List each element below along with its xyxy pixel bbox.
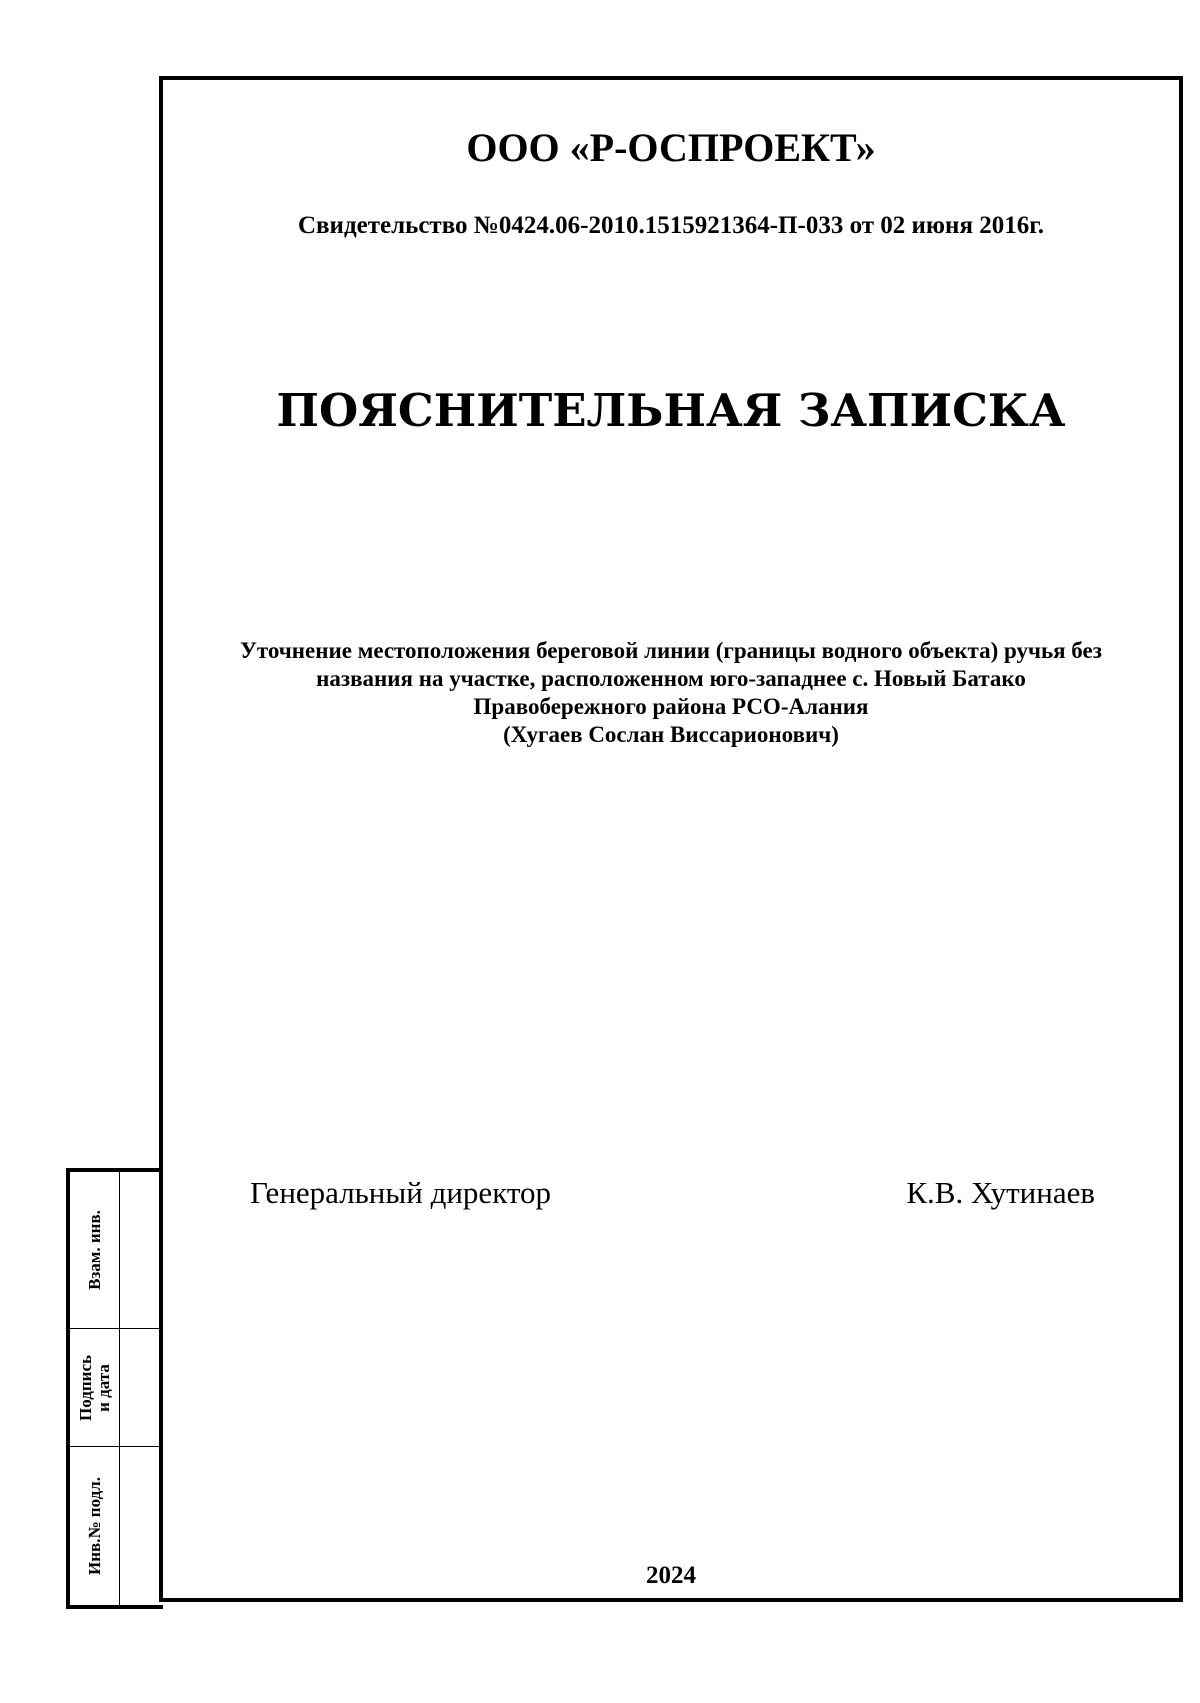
page-frame — [159, 76, 1183, 1602]
side-cell-original-inv — [70, 1447, 119, 1605]
project-description — [159, 637, 1183, 749]
side-cell-label: Инв.№ подл. — [84, 1477, 104, 1575]
side-cell-replacement-inv — [70, 1172, 119, 1328]
certificate-line: Свидетельство №0424.06-2010.1515921364-П-033 от 02 июня 2016г. — [298, 212, 1044, 239]
side-cell-label — [77, 1355, 113, 1421]
project-description-line: названия на участке, расположенном юго-западнее с. Новый Батако — [316, 666, 1026, 691]
signatory-name: К.В. Хутинаев — [906, 1175, 1095, 1210]
company-name: ООО «Р-ОСПРОЕКТ» — [466, 125, 876, 170]
project-description-line: Уточнение местоположения береговой линии (границы водного объекта) ручья без — [240, 638, 1102, 663]
project-description-line: Правобережного района РСО-Алания — [473, 694, 869, 719]
signatory-position: Генеральный директор — [250, 1175, 551, 1210]
side-cell-label-line: и дата — [93, 1363, 113, 1412]
side-cell-label: Взам. инв. — [84, 1210, 104, 1290]
side-stamp-table — [66, 1168, 163, 1609]
document-year: 2024 — [646, 1562, 696, 1589]
side-cell-label-line: Подпись — [75, 1354, 95, 1421]
project-description-line: (Хугаев Сослан Виссарионович) — [503, 722, 839, 747]
side-cell-signature-date — [70, 1329, 119, 1446]
document-title: ПОЯСНИТЕЛЬНАЯ ЗАПИСКА — [276, 384, 1066, 437]
side-table-divider — [119, 1172, 120, 1605]
